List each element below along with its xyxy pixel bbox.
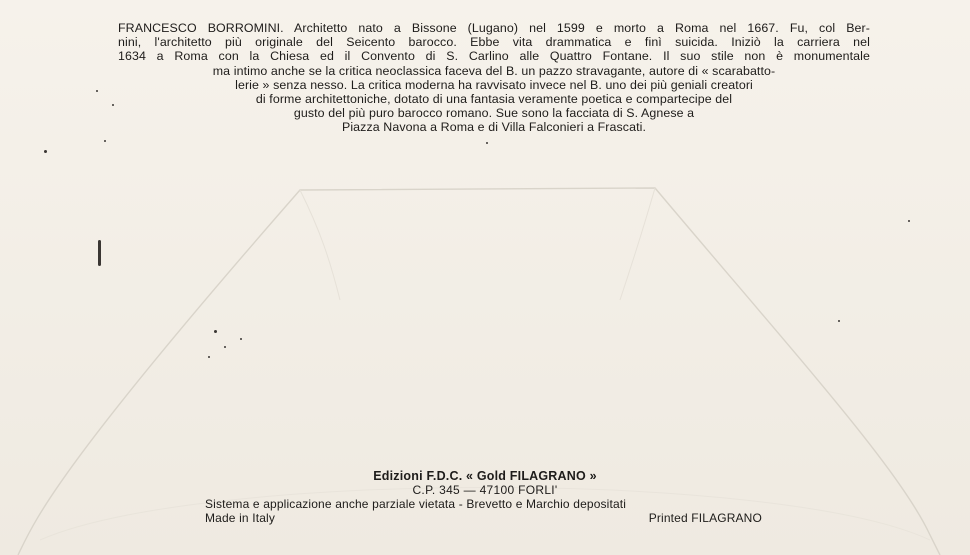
publisher-address: C.P. 345 — 47100 FORLI' xyxy=(412,483,558,497)
rights-notice: Sistema e applicazione anche parziale vietata - Brevetto e Marchio depositati xyxy=(205,497,627,511)
origin-row xyxy=(205,511,762,525)
publisher-name: Edizioni F.D.C. « Gold FILAGRANO » xyxy=(373,469,597,483)
biography-line: lerie » senza nesso. La critica moderna ha ravvisato invece nel B. uno dei più geniali creatori xyxy=(235,77,753,92)
biography-line: FRANCESCO BORROMINI. Architetto nato a Bissone (Lugano) nel 1599 e morto a Roma nel 1667. Fu, col Ber- xyxy=(118,21,870,35)
ink-speck xyxy=(44,150,47,153)
ink-speck xyxy=(486,142,488,144)
ink-speck xyxy=(224,346,226,348)
biography-line: ma intimo anche se la critica neoclassica faceva del B. un pazzo stravagante, autore di « scarabatto- xyxy=(212,63,776,78)
ink-speck xyxy=(96,90,98,92)
ink-speck xyxy=(98,240,101,266)
ink-speck xyxy=(838,320,840,322)
biography-text xyxy=(118,21,870,135)
ink-speck xyxy=(208,356,210,358)
ink-speck xyxy=(240,338,242,340)
biography-line: di forme architettoniche, dotato di una fantasia veramente poetica e compartecipe del xyxy=(255,92,733,107)
ink-speck xyxy=(112,104,114,106)
biography-line: 1634 a Roma con la Chiesa ed il Convento di S. Carlino alle Quattro Fontane. Il suo stile non è monumentale xyxy=(118,49,870,64)
biography-line: Piazza Navona a Roma e di Villa Falconieri a Frascati. xyxy=(341,120,647,135)
ink-speck xyxy=(908,220,910,222)
printer-label: Printed FILAGRANO xyxy=(648,511,762,525)
ink-speck xyxy=(214,330,217,333)
ink-speck xyxy=(104,140,106,142)
rights-notice-row xyxy=(205,497,762,511)
origin-label: Made in Italy xyxy=(205,511,275,525)
biography-line: nini, l'architetto più originale del Seicento barocco. Ebbe vita drammatica e finì suicida. Iniziò la carriera nel xyxy=(118,35,870,50)
biography-line: gusto del più puro barocco romano. Sue sono la facciata di S. Agnese a xyxy=(293,106,695,121)
